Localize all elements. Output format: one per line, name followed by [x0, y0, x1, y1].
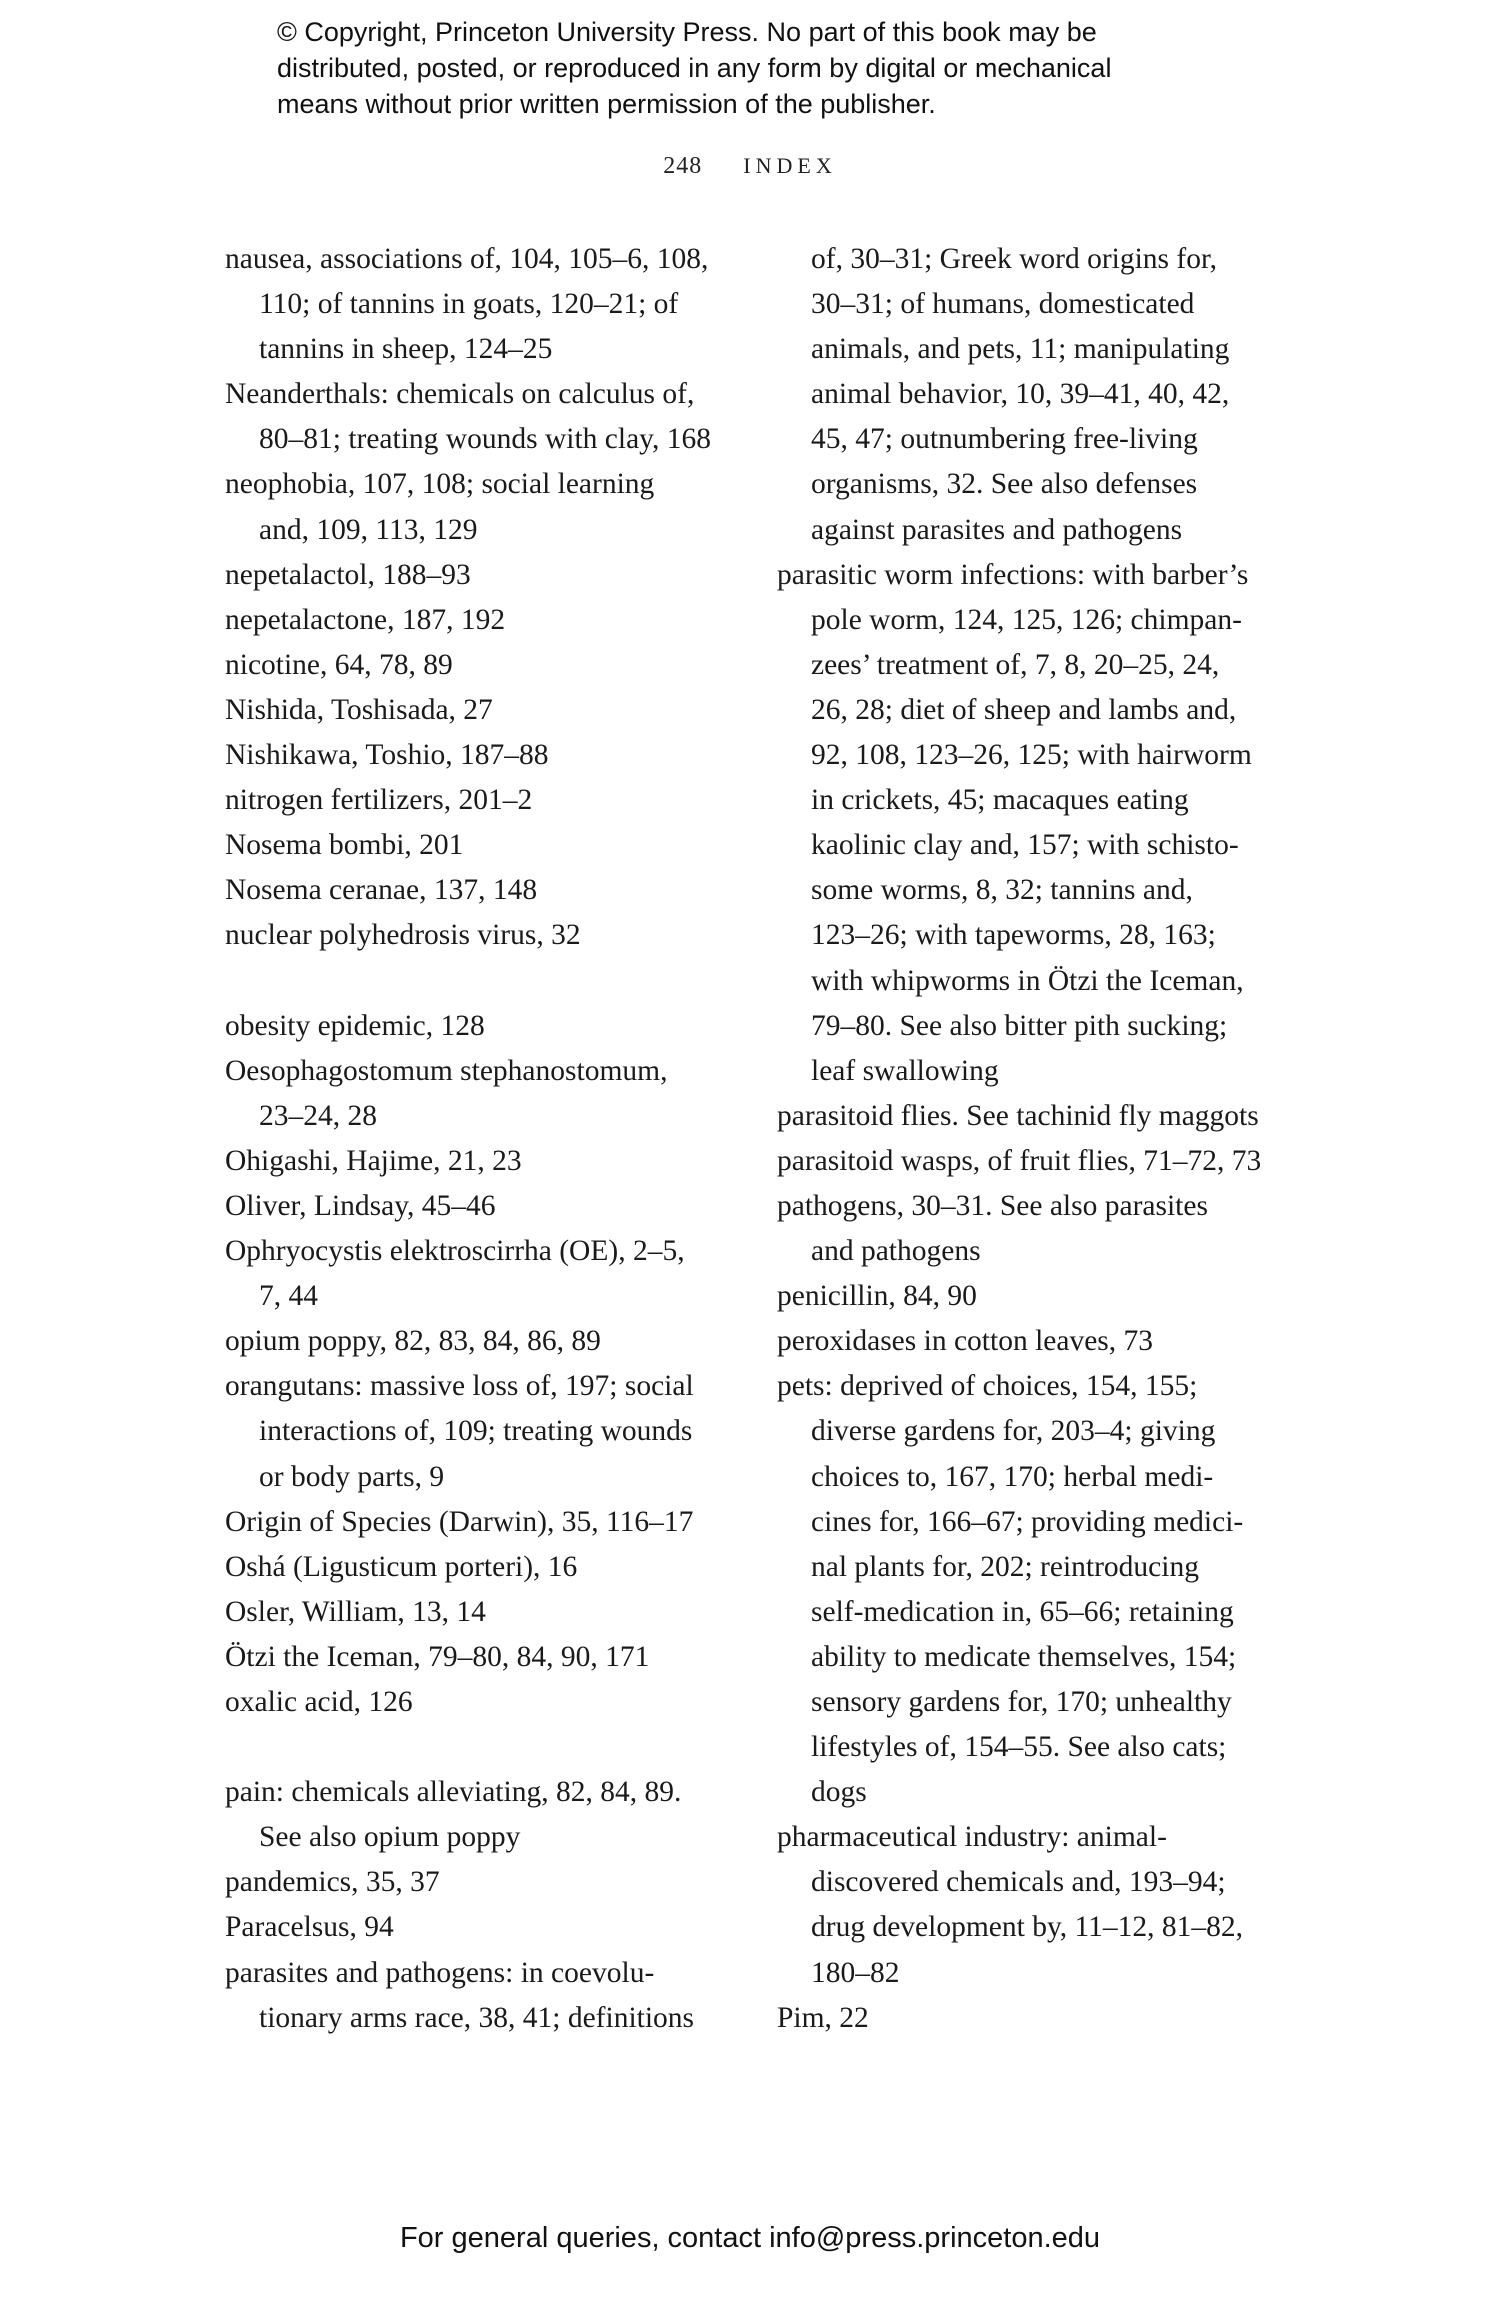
index-line: tannins in sheep, 124–25	[259, 333, 553, 366]
index-line: parasites and pathogens: in coevolu-	[225, 1956, 655, 1989]
index-line: Oliver, Lindsay, 45–46	[225, 1189, 496, 1222]
index-line: kaolinic clay and, 157; with schisto-	[811, 829, 1239, 862]
footer-contact: For general queries, contact info@press.princeton.edu	[399, 2222, 1101, 2254]
index-line: interactions of, 109; treating wounds	[259, 1415, 693, 1448]
index-line: pets: deprived of choices, 154, 155;	[777, 1370, 1198, 1403]
index-line: 123–26; with tapeworms, 28, 163;	[811, 919, 1216, 952]
index-line: 26, 28; diet of sheep and lambs and,	[811, 693, 1237, 726]
index-line: nal plants for, 202; reintroducing	[811, 1550, 1199, 1583]
index-gap	[225, 959, 755, 1004]
index-line: Oesophagostomum stephanostomum,	[225, 1054, 668, 1087]
index-line: parasitic worm infections: with barber’s	[777, 558, 1249, 591]
index-line: cines for, 166–67; providing medici-	[811, 1505, 1244, 1538]
index-line: Ohigashi, Hajime, 21, 23	[225, 1144, 522, 1177]
index-line: Nishida, Toshisada, 27	[225, 693, 493, 726]
index-line: choices to, 167, 170; herbal medi-	[811, 1460, 1214, 1493]
index-line: neophobia, 107, 108; social learning	[225, 468, 655, 501]
index-line: 180–82	[811, 1956, 900, 1989]
index-line: 7, 44	[259, 1280, 318, 1313]
index-line: ability to medicate themselves, 154;	[811, 1640, 1237, 1673]
index-line: 45, 47; outnumbering free-living	[811, 423, 1198, 456]
index-line: organisms, 32. See also defenses	[811, 468, 1198, 501]
index-line: animals, and pets, 11; manipulating	[811, 333, 1230, 366]
index-line: Pim, 22	[777, 2001, 869, 2034]
index-line: and, 109, 113, 129	[259, 513, 478, 546]
index-line: zees’ treatment of, 7, 8, 20–25, 24,	[811, 648, 1220, 681]
index-line: in crickets, 45; macaques eating	[811, 784, 1189, 817]
index-line: Paracelsus, 94	[225, 1911, 394, 1944]
index-line: nausea, associations of, 104, 105–6, 108,	[225, 243, 709, 275]
index-line: Nosema ceranae, 137, 148	[225, 874, 538, 907]
copyright-line: means without prior written permission of the publisher.	[277, 89, 936, 119]
index-line: Nosema bombi, 201	[225, 829, 464, 862]
index-column-left	[225, 237, 755, 2041]
index-line: Nishikawa, Toshio, 187–88	[225, 739, 549, 772]
index-line: and pathogens	[811, 1235, 981, 1268]
index-line: dogs	[811, 1776, 867, 1809]
copyright-line: © Copyright, Princeton University Press. No part of this book may be	[277, 17, 1097, 47]
index-line: penicillin, 84, 90	[777, 1280, 977, 1313]
running-head	[0, 153, 1500, 180]
index-line: 79–80. See also bitter pith sucking;	[811, 1009, 1228, 1042]
index-line: diverse gardens for, 203–4; giving	[811, 1415, 1216, 1448]
index-line: pathogens, 30–31. See also parasites	[777, 1189, 1208, 1222]
index-line: tionary arms race, 38, 41; definitions	[259, 2001, 695, 2034]
index-line: Ophryocystis elektroscirrha (OE), 2–5,	[225, 1235, 685, 1268]
index-line: Osler, William, 13, 14	[225, 1595, 486, 1628]
index-line: 23–24, 28	[259, 1099, 377, 1132]
index-line: 80–81; treating wounds with clay, 168	[259, 423, 711, 456]
index-line: pandemics, 35, 37	[225, 1866, 440, 1899]
index-line: See also opium poppy	[259, 1821, 521, 1854]
index-line: oxalic acid, 126	[225, 1686, 413, 1718]
index-line: nepetalactol, 188–93	[225, 558, 471, 591]
index-line: obesity epidemic, 128	[225, 1009, 485, 1042]
index-line: pole worm, 124, 125, 126; chimpan-	[811, 603, 1242, 636]
index-line: animal behavior, 10, 39–41, 40, 42,	[811, 378, 1230, 411]
index-line: nuclear polyhedrosis virus, 32	[225, 919, 581, 952]
index-line: Neanderthals: chemicals on calculus of,	[225, 378, 695, 411]
index-line: 92, 108, 123–26, 125; with hairworm	[811, 739, 1252, 772]
index-line: Ötzi the Iceman, 79–80, 84, 90, 171	[225, 1640, 650, 1673]
index-line: some worms, 8, 32; tannins and,	[811, 874, 1193, 907]
index-line: 30–31; of humans, domesticated	[811, 288, 1195, 321]
index-line: or body parts, 9	[259, 1460, 445, 1493]
index-line: pharmaceutical industry: animal-	[777, 1821, 1167, 1854]
index-line: with whipworms in Ötzi the Iceman,	[811, 964, 1244, 997]
index-line: of, 30–31; Greek word origins for,	[811, 243, 1217, 275]
index-line: nepetalactone, 187, 192	[225, 603, 506, 636]
index-line: 110; of tannins in goats, 120–21; of	[259, 288, 679, 321]
index-line: opium poppy, 82, 83, 84, 86, 89	[225, 1325, 601, 1358]
index-line: leaf swallowing	[811, 1054, 999, 1087]
index-line: lifestyles of, 154–55. See also cats;	[811, 1731, 1227, 1764]
index-line: orangutans: massive loss of, 197; social	[225, 1370, 694, 1403]
index-line: Origin of Species (Darwin), 35, 116–17	[225, 1505, 694, 1538]
copyright-line: distributed, posted, or reproduced in any form by digital or mechanical	[277, 53, 1112, 83]
index-line: drug development by, 11–12, 81–82,	[811, 1911, 1244, 1944]
page-number: 248	[663, 153, 703, 179]
index-line: parasitoid flies. See tachinid fly maggots	[777, 1099, 1259, 1132]
running-title: INDEX	[743, 153, 837, 178]
index-line: discovered chemicals and, 193–94;	[811, 1866, 1226, 1899]
index-line: Oshá (Ligusticum porteri), 16	[225, 1550, 578, 1583]
index-line: pain: chemicals alleviating, 82, 84, 89.	[225, 1776, 682, 1809]
index-line: peroxidases in cotton leaves, 73	[777, 1325, 1154, 1358]
index-line: parasitoid wasps, of fruit flies, 71–72, 73	[777, 1144, 1262, 1177]
index-column-right	[777, 237, 1297, 2041]
index-line: nitrogen fertilizers, 201–2	[225, 784, 533, 817]
index-gap	[225, 1725, 755, 1770]
index-line: self-medication in, 65–66; retaining	[811, 1595, 1234, 1628]
index-line: sensory gardens for, 170; unhealthy	[811, 1686, 1232, 1718]
copyright-notice	[277, 14, 1277, 122]
index-line: against parasites and pathogens	[811, 513, 1183, 546]
index-line: nicotine, 64, 78, 89	[225, 648, 453, 681]
